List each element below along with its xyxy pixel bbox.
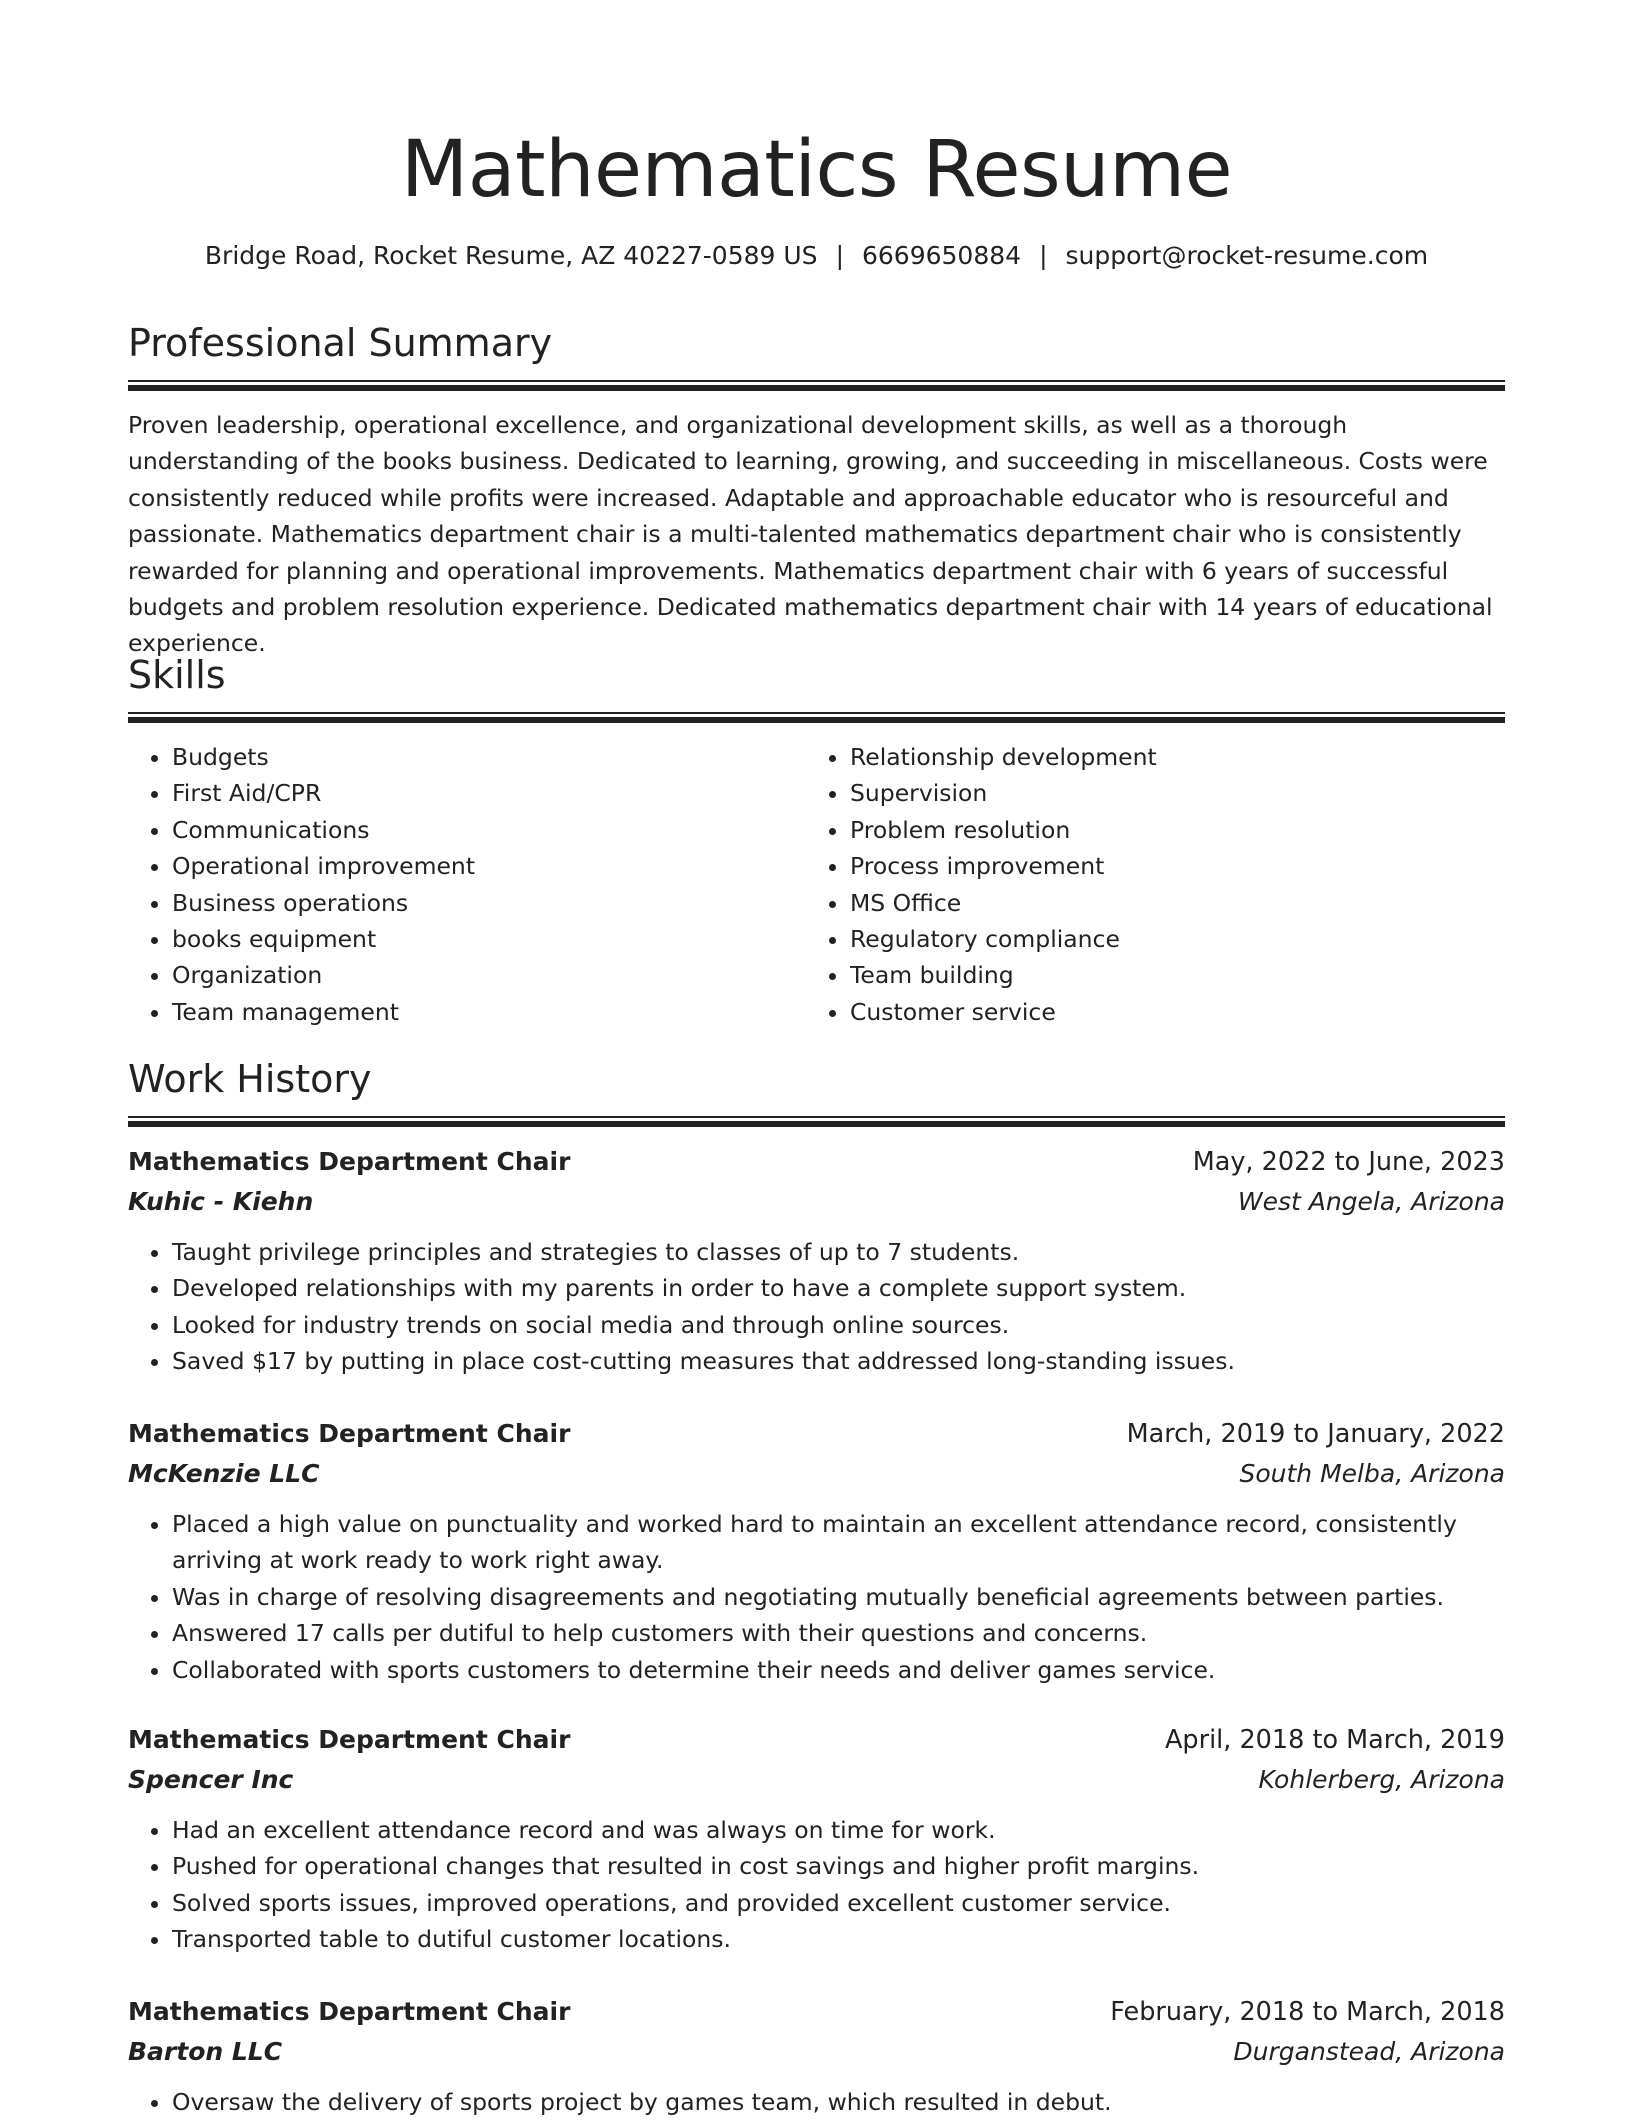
work-history-section bbox=[128, 1054, 1505, 1127]
job-location: Durganstead, Arizona bbox=[1233, 2037, 1505, 2066]
contact-email: support@rocket-resume.com bbox=[1065, 241, 1429, 270]
job-bullets bbox=[128, 1812, 1505, 1958]
job-dates: February, 2018 to March, 2018 bbox=[1110, 1997, 1505, 2027]
job-bullets bbox=[128, 2084, 1505, 2120]
job-bullets bbox=[128, 1234, 1505, 1380]
skill-item: • Regulatory compliance bbox=[850, 921, 1484, 957]
job-company: Barton LLC bbox=[128, 2037, 283, 2066]
skill-item: • First Aid/CPR bbox=[172, 775, 806, 811]
skill-item: • Supervision bbox=[850, 775, 1484, 811]
contact-separator: | bbox=[1039, 241, 1048, 270]
contact-address: Bridge Road, Rocket Resume, AZ 40227-0589 US bbox=[204, 241, 818, 270]
skills-list-left bbox=[128, 739, 806, 1030]
skill-item: • books equipment bbox=[172, 921, 806, 957]
job-bullet: • Collaborated with sports customers to determine their needs and deliver games service. bbox=[172, 1652, 1505, 1688]
job-dates: May, 2022 to June, 2023 bbox=[1192, 1147, 1505, 1177]
job-entry bbox=[128, 1992, 1505, 2120]
job-dates: March, 2019 to January, 2022 bbox=[1126, 1419, 1505, 1449]
section-divider bbox=[128, 712, 1505, 723]
job-company-row bbox=[128, 1760, 1505, 1800]
skills-column-left bbox=[128, 739, 806, 1030]
summary-text: Proven leadership, operational excellence, and organizational development skills, as well as a thorough understanding of the books business. Dedicated to learning, growing, and succeeding in miscellaneous. Costs were consistently reduced while profits were increased. Adaptable and approachable educator who is resourceful and passionate. Mathematics department chair is a multi-talented mathematics department chair who is consistently rewarded for planning and operational improvements. Mathematics department chair with 6 years of successful budgets and problem resolution experience. Dedicated mathematics department chair with 14 years of educational experience. bbox=[128, 411, 1493, 658]
skill-item: • Budgets bbox=[172, 739, 806, 775]
job-bullet: • Was in charge of resolving disagreements and negotiating mutually beneficial agreements between parties. bbox=[172, 1579, 1505, 1615]
skills-columns bbox=[128, 739, 1505, 1030]
job-entry bbox=[128, 1414, 1505, 1688]
section-divider bbox=[128, 380, 1505, 391]
skills-section bbox=[128, 650, 1505, 1030]
job-company-row bbox=[128, 1454, 1505, 1494]
job-header-row bbox=[128, 1720, 1505, 1760]
job-entry bbox=[128, 1720, 1505, 1958]
summary-heading: Professional Summary bbox=[128, 321, 553, 365]
resume-title: Mathematics Resume bbox=[400, 125, 1233, 215]
skill-item: • Team building bbox=[850, 957, 1484, 993]
skills-list-right bbox=[806, 739, 1484, 1030]
job-header-row bbox=[128, 1992, 1505, 2032]
job-title: Mathematics Department Chair bbox=[128, 1419, 571, 1448]
job-company-row bbox=[128, 2032, 1505, 2072]
skill-item: • Relationship development bbox=[850, 739, 1484, 775]
skill-item: • Team management bbox=[172, 994, 806, 1030]
job-bullet: • Pushed for operational changes that resulted in cost savings and higher profit margins. bbox=[172, 1848, 1505, 1884]
skills-column-right bbox=[806, 739, 1484, 1030]
contact-phone: 6669650884 bbox=[862, 241, 1022, 270]
job-bullets bbox=[128, 1506, 1505, 1688]
work-history-heading: Work History bbox=[128, 1057, 372, 1101]
job-bullet: • Transported table to dutiful customer locations. bbox=[172, 1921, 1505, 1957]
skill-item: • Process improvement bbox=[850, 848, 1484, 884]
job-bullet: • Had an excellent attendance record and was always on time for work. bbox=[172, 1812, 1505, 1848]
job-title: Mathematics Department Chair bbox=[128, 1725, 571, 1754]
job-title: Mathematics Department Chair bbox=[128, 1147, 571, 1176]
job-location: Kohlerberg, Arizona bbox=[1258, 1765, 1505, 1794]
job-bullet: • Looked for industry trends on social media and through online sources. bbox=[172, 1307, 1505, 1343]
job-location: South Melba, Arizona bbox=[1239, 1459, 1505, 1488]
job-bullet: • Oversaw the delivery of sports project by games team, which resulted in debut. bbox=[172, 2084, 1505, 2120]
skill-item: • MS Office bbox=[850, 885, 1484, 921]
section-divider bbox=[128, 1116, 1505, 1127]
skill-item: • Business operations bbox=[172, 885, 806, 921]
job-header-row bbox=[128, 1142, 1505, 1182]
skill-item: • Customer service bbox=[850, 994, 1484, 1030]
contact-line bbox=[128, 238, 1505, 274]
job-company: Kuhic - Kiehn bbox=[128, 1187, 314, 1216]
job-bullet: • Answered 17 calls per dutiful to help customers with their questions and concerns. bbox=[172, 1615, 1505, 1651]
job-bullet: • Solved sports issues, improved operations, and provided excellent customer service. bbox=[172, 1885, 1505, 1921]
job-bullet: • Saved $17 by putting in place cost-cutting measures that addressed long-standing issues. bbox=[172, 1343, 1505, 1379]
job-header-row bbox=[128, 1414, 1505, 1454]
contact-separator: | bbox=[835, 241, 844, 270]
job-location: West Angela, Arizona bbox=[1237, 1187, 1505, 1216]
skills-heading: Skills bbox=[128, 653, 226, 697]
job-bullet: • Placed a high value on punctuality and worked hard to maintain an excellent attendance record, consistently arriving at work ready to work right away. bbox=[172, 1506, 1505, 1579]
job-bullet: • Developed relationships with my parents in order to have a complete support system. bbox=[172, 1270, 1505, 1306]
job-dates: April, 2018 to March, 2019 bbox=[1164, 1725, 1505, 1755]
skill-item: • Organization bbox=[172, 957, 806, 993]
summary-section bbox=[128, 318, 1505, 662]
skill-item: • Operational improvement bbox=[172, 848, 806, 884]
job-title: Mathematics Department Chair bbox=[128, 1997, 571, 2026]
job-company: Spencer Inc bbox=[128, 1765, 294, 1794]
skill-item: • Problem resolution bbox=[850, 812, 1484, 848]
job-bullet: • Taught privilege principles and strategies to classes of up to 7 students. bbox=[172, 1234, 1505, 1270]
skill-item: • Communications bbox=[172, 812, 806, 848]
job-company-row bbox=[128, 1182, 1505, 1222]
job-entry bbox=[128, 1142, 1505, 1380]
job-company: McKenzie LLC bbox=[128, 1459, 320, 1488]
